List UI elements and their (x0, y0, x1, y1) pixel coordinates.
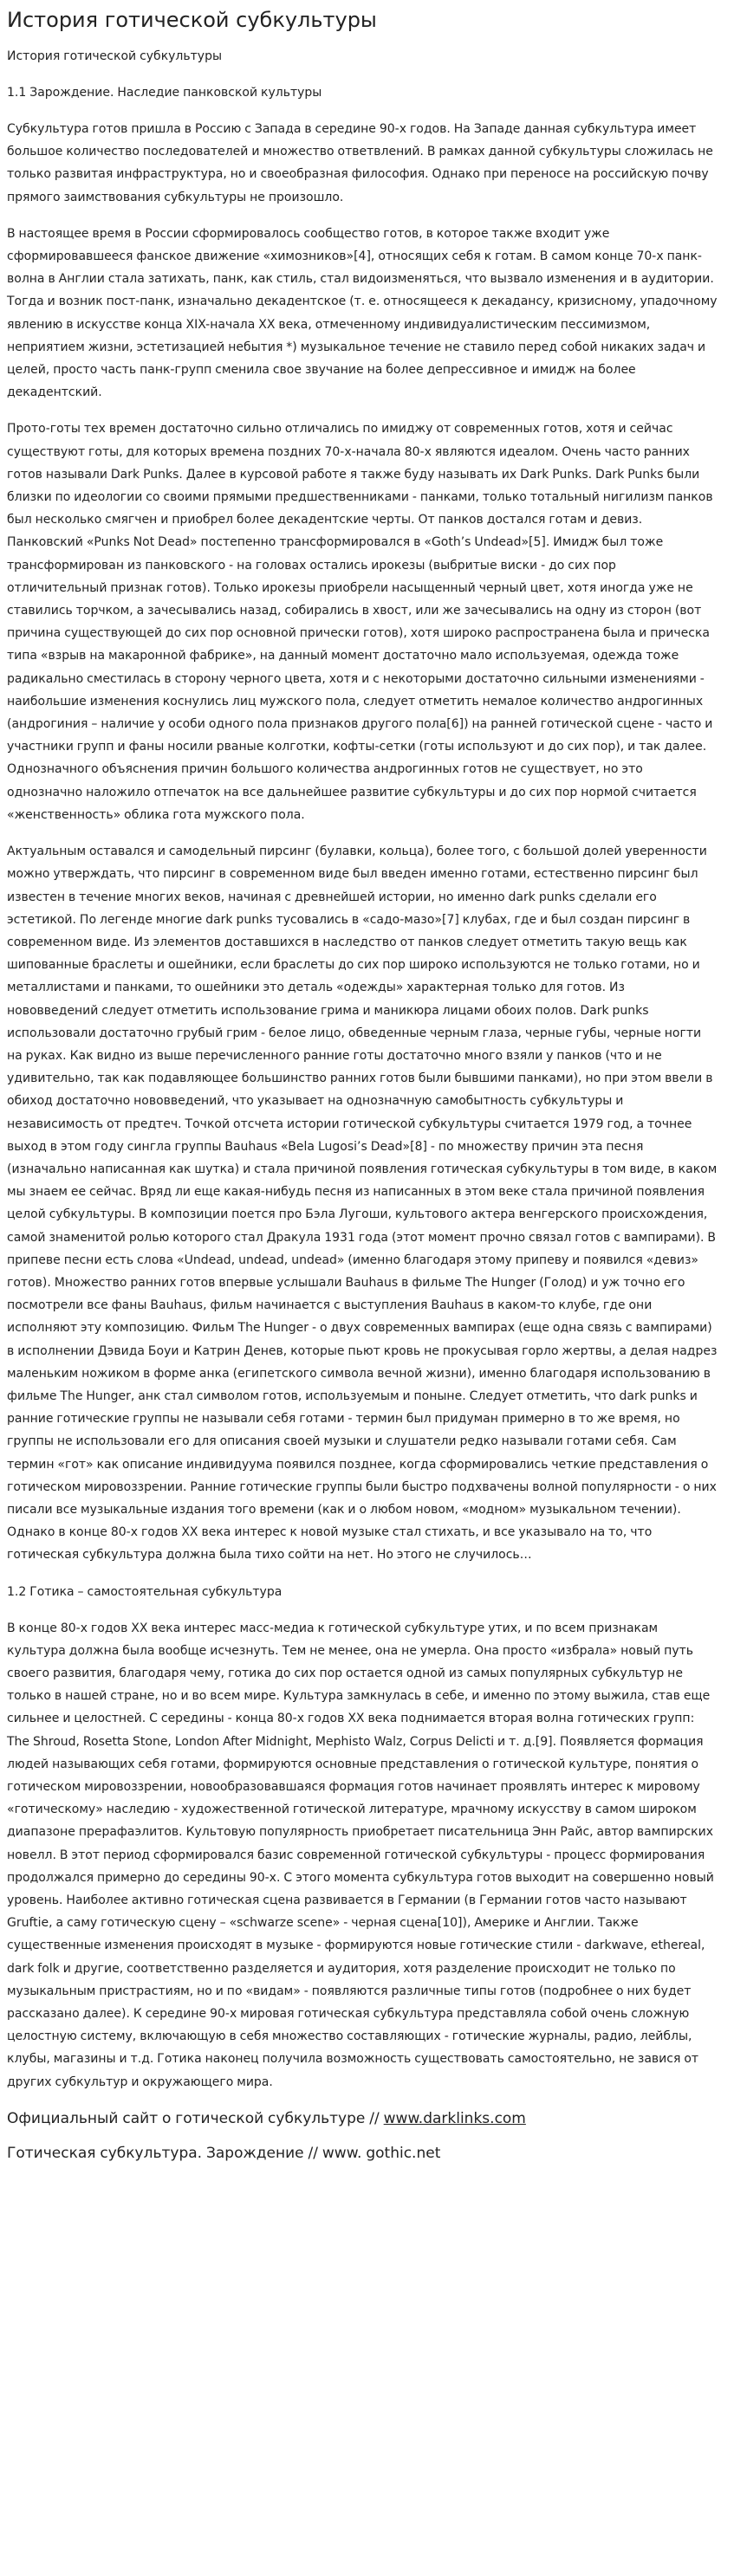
page-title: История готической субкультуры (7, 8, 377, 32)
paragraph: Прото-готы тех времен достаточно сильно отличались по имиджу от современных готов, хотя и сейчас существуют готы, для которых времена поздних 70-х-начала 80-х являются идеалом. Очень часто ранних готов называли Dark Punks. Далее в курсовой работе я также буду называть их Dark Punks. Dark Punks были близки по идеологии со своими прямыми предшественниками - панками, только тотальный нигилизм панков был несколько смягчен и приобрел более декадентские черты. От панков достался готам и девиз. Панковский «Punks Not Dead» постепенно трансформировался в «Goth’s Undead»[5]. Имидж был тоже трансформирован из панковского - на головах остались ирокезы (выбритые виски - до сих пор отличительный признак готов). Только ирокезы приобрели насыщенный черный цвет, хотя иногда уже не ставились торчком, а зачесывались назад, собирались в хвост, или же зачесывались на одну из сторон (вот причина существующей до сих пор основной прически готов), хотя широко распространена была и прическа типа «взрыв на макаронной фабрике», на данный момент достаточно мало используемая, одежда тоже радикально сместилась в сторону черного цвета, хотя и с некоторыми достаточно сильными изменениями - наибольшие изменения коснулись лиц мужского пола, следует отметить немалое количество андрогинных (андрогиния – наличие у особи одного пола признаков другого пола[6]) на ранней готической сцене - часто и участники групп и фаны носили рваные колготки, кофты-сетки (готы используют и до сих пор), и так далее. Однозначного объяснения причин большого количества андрогинных готов не существует, но это однозначно наложило отпечаток на все дальнейшее развитие субкультуры и до сих пор нормой считается «женственность» облика гота мужского пола. (7, 422, 713, 822)
source-link-darklinks (7, 2107, 718, 2130)
source-link-text: Готическая субкультура. Зарождение // www. gothic.net (7, 2144, 441, 2162)
paragraph: В настоящее время в России сформировалось сообщество готов, в которое также входит уже сформировавшееся фанское движение «химозников»[4], относящих себя к готам. В самом конце 70-х панк-волна в Англии стала затихать, панк, как стиль, стал видоизменяться, что вызвало изменения и в аудитории. Тогда и возник пост-панк, изначально декадентское (т. е. относящееся к декадансу, кризисному, упадочному явлению в искусстве конца XIX-начала XX века, отмеченному индивидуалистическим пессимизмом, неприятием жизни, эстетизацией небытия *) музыкальное течение не ставило перед собой никаких задач и целей, просто часть панк-групп сменила свое звучание на более депрессивное и имидж на более декадентский. (7, 226, 718, 400)
section-heading-1-1: 1.1 Зарождение. Наследие панковской культуры (7, 86, 322, 100)
paragraph: Субкультура готов пришла в Россию с Запада в середине 90-х годов. На Западе данная субкультура имеет большое количество последователей и множество ответвлений. В рамках данной субкультуры сложилась не только развитая инфраструктура, но и своеобразная философия. Однако при переносе на российскую почву прямого заимствования субкультуры не произошло. (7, 122, 713, 204)
darklinks-link[interactable]: www.darklinks.com (383, 2109, 526, 2127)
subtitle: История готической субкультуры (7, 49, 223, 63)
paragraph: Актуальным оставался и самодельный пирсинг (булавки, кольца), более того, с большой долей уверенности можно утверждать, что пирсинг в современном виде был введен именно готами, естественно пирсинг был известен в течение многих веков, начиная с древнейшей истории, но именно dark punks сделали его эстетикой. По легенде многие dark punks тусовались в «садо-мазо»[7] клубах, где и был создан пирсинг в современном виде. Из элементов доставшихся в наследство от панков следует отметить такую вещь как шипованные браслеты и ошейники, если браслеты до сих пор широко используются не только готами, но и металлистами и панками, то ошейники это деталь «одежды» характерная только для готов. Из нововведений следует отметить использование грима и маникюра лицами обоих полов. Dark punks использовали достаточно грубый грим - белое лицо, обведенные черным глаза, черные губы, черные ногти на руках. Как видно из выше перечисленного ранние готы достаточно много взяли у панков (что и не удивительно, так как подавляющее большинство ранних готов были бывшими панками), но при этом ввели в обиход достаточно нововведений, что указывает на однозначную самобытность субкультуры и независимость от предтеч. Точкой отсчета истории готической субкультуры считается 1979 год, а точнее выход в этом году сингла группы Bauhaus «Bela Lugosi’s Dead»[8] - по множеству причин эта песня (изначально написанная как шутка) и стала причиной появления готическая субкультуры в том виде, в каком мы знаем ее сейчас. Вряд ли еще какая-нибудь песня из написанных в этом веке стала причиной появления целой субкультуры. В композиции поется про Бэла Лугоши, культового актера венгерского происхождения, самой знаменитой ролью которого стал Дракула 1931 года (этот момент прочно связал готов с вампирами). В припеве песни есть слова «Undead, undead, undead» (именно благодаря этому припеву и появился «девиз» готов). Множество ранних готов впервые услышали Bauhaus в фильме The Hunger (Голод) и уж точно его посмотрели все фаны Bauhaus, фильм начинается с выступления Bauhaus в каком-то клубе, где они исполняют эту композицию. Фильм The Hunger - о двух современных вампирах (еще одна связь с вампирами) в исполнении Дэвида Боуи и Катрин Денев, которые пьют кровь не прокусывая горло жертвы, а делая надрез маленьким ножиком в форме анка (египетского символа вечной жизни), именно благодаря использованию в фильме The Hunger, анк стал символом готов, используемым и поныне. Следует отметить, что dark punks и ранние готические группы не называли себя готами - термин был придуман примерно в то же время, но группы не использовали его для описания своей музыки и слушатели редко называли готами себя. Сам термин «гот» как описание индивидуума появился позднее, когда сформировались четкие представления о готическом мировоззрении. Ранние готические группы были быстро подхвачены волной популярности - о них писали все музыкальные издания того времени (как и о любом новом, «модном» музыкальном течении). Однако в конце 80-х годов XX века интерес к новой музыке стал стихать, и все указывало на то, что готическая субкультура должна была тихо сойти на нет. Но этого не случилось… (7, 845, 718, 1563)
section-heading-1-2: 1.2 Готика – самостоятельная субкультура (7, 1584, 283, 1599)
source-link-gothic (7, 2142, 718, 2165)
paragraph: В конце 80-х годов XX века интерес масс-медиа к готической субкультуре утих, и по всем признакам культура должна была вообще исчезнуть. Тем не менее, она не умерла. Она просто «избрала» новый путь своего развития, благодаря чему, готика до сих пор остается одной из самых популярных субкультур не только в нашей стране, но и во всем мире. Культура замкнулась в себе, и именно по этому выжила, став еще сильнее и целостней. С середины - конца 80-х годов XX века поднимается вторая волна готических групп: The Shroud, Rosetta Stone, London After Midnight, Mephisto Walz, Corpus Delicti и т. д.[9]. Появляется формация людей называющих себя готами, формируются основные представления о готической культуре, понятия о готическом мировоззрении, новообразовавшаяся формация готов начинает проявлять интерес к мировому «готическому» наследию - художественной готической литературе, мрачному искусству в самом широком диапазоне прерафаэлитов. Культовую популярность приобретает писательница Энн Райс, автор вампирских новелл. В этот период сформировался базис современной готической субкультуры - процесс формирования продолжался примерно до середины 90-х. С этого момента субкультура готов выходит на совершенно новый уровень. Наиболее активно готическая сцена развивается в Германии (в Германии готов часто называют Gruftie, а саму готическую сцену – «schwarze scene» - черная сцена[10]), Америке и Англии. Также существенные изменения происходят в музыке - формируются новые готические стили - darkwave, ethereal, dark folk и другие, соответственно разделяется и аудитория, хотя разделение происходит не только по музыкальным пристрастиям, но и по «видам» - появляются различные типы готов (подробнее о них будет рассказано далее). К середине 90-х мировая готическая субкультура представляла собой очень сложную целостную систему, включающую в себя множество составляющих - готические журналы, радио, лейблы, клубы, магазины и т.д. Готика наконец получила возможность существовать самостоятельно, не завися от других субкультур и окружающего мира. (7, 1621, 714, 2089)
source-link-prefix: Официальный сайт о готической субкультуре // (7, 2109, 384, 2127)
